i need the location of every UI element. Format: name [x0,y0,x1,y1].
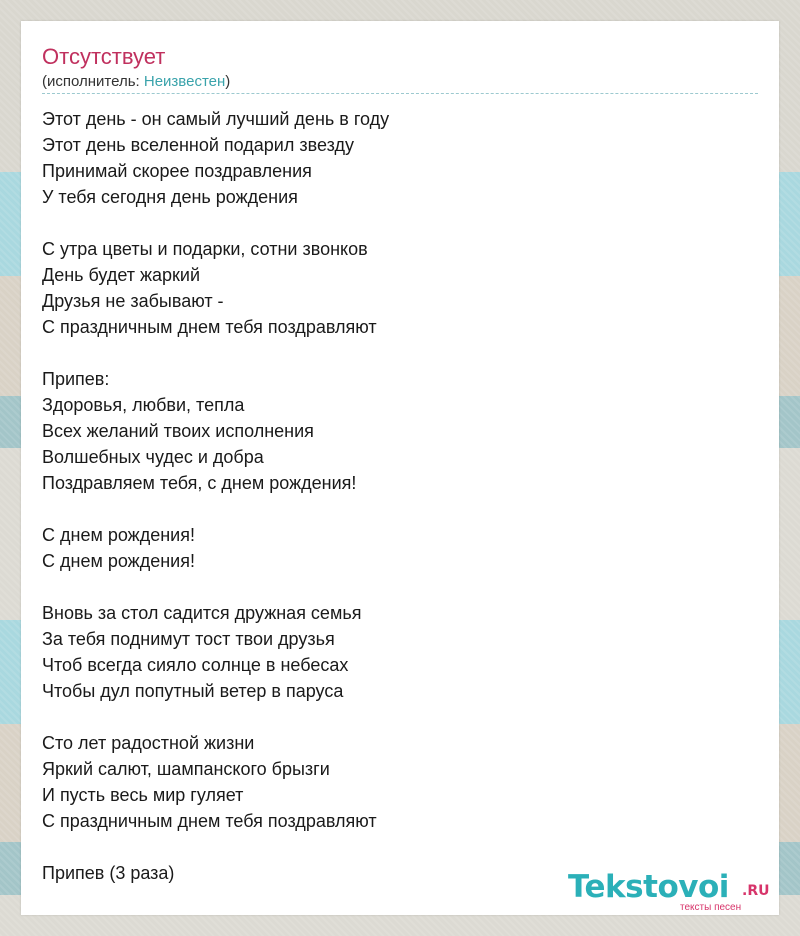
lyric-line: День будет жаркий [42,265,201,285]
lyric-line: Принимай скорее поздравления [42,161,312,181]
lyric-line: С утра цветы и подарки, сотни звонков [42,239,368,259]
lyric-line: С праздничным днем тебя поздравляют [42,317,377,337]
lyric-line: Всех желаний твоих исполнения [42,421,314,441]
lyric-line: Волшебных чудес и добра [42,447,264,467]
lyric-line: С днем рождения! [42,551,195,571]
lyric-line: Чтобы дул попутный ветер в паруса [42,681,344,701]
artist-line [42,73,230,91]
logo-domain: .RU [742,883,770,899]
lyric-line: За тебя поднимут тост твои друзья [42,629,335,649]
lyric-blank-line [42,340,758,366]
lyric-line: Этот день - он самый лучший день в году [42,109,390,129]
lyric-line: С днем рождения! [42,525,195,545]
song-title: Отсутствует [42,44,166,69]
lyric-line: Вновь за стол садится дружная семья [42,603,362,623]
lyric-line: Этот день вселенной подарил звезду [42,135,354,155]
lyric-line: С праздничным днем тебя поздравляют [42,811,377,831]
lyric-blank-line [42,834,758,860]
lyric-line: Чтоб всегда сияло солнце в небесах [42,655,349,675]
lyric-line: Припев: [42,369,110,389]
lyric-line: Поздравляем тебя, с днем рождения! [42,473,357,493]
artist-link[interactable]: Неизвестен [143,73,226,90]
lyrics-text [42,106,758,886]
lyric-line: У тебя сегодня день рождения [42,187,298,207]
lyric-line: И пусть весь мир гуляет [42,785,244,805]
lyric-line: Друзья не забывают - [42,291,224,311]
lyrics-card [21,21,779,915]
lyric-line: Сто лет радостной жизни [42,733,255,753]
lyric-blank-line [42,704,758,730]
logo-tagline: тексты песен [680,902,742,913]
title-divider [42,93,758,94]
lyric-line: Припев (3 раза) [42,863,175,883]
lyric-blank-line [42,496,758,522]
lyric-blank-line [42,210,758,236]
lyric-blank-line [42,574,758,600]
logo-wordmark: Tekstovoi [568,869,729,905]
lyric-line: Здоровья, любви, тепла [42,395,245,415]
artist-prefix: (исполнитель: [42,73,144,90]
site-logo[interactable] [568,869,778,913]
artist-suffix: ) [225,73,231,90]
lyric-line: Яркий салют, шампанского брызги [42,759,330,779]
